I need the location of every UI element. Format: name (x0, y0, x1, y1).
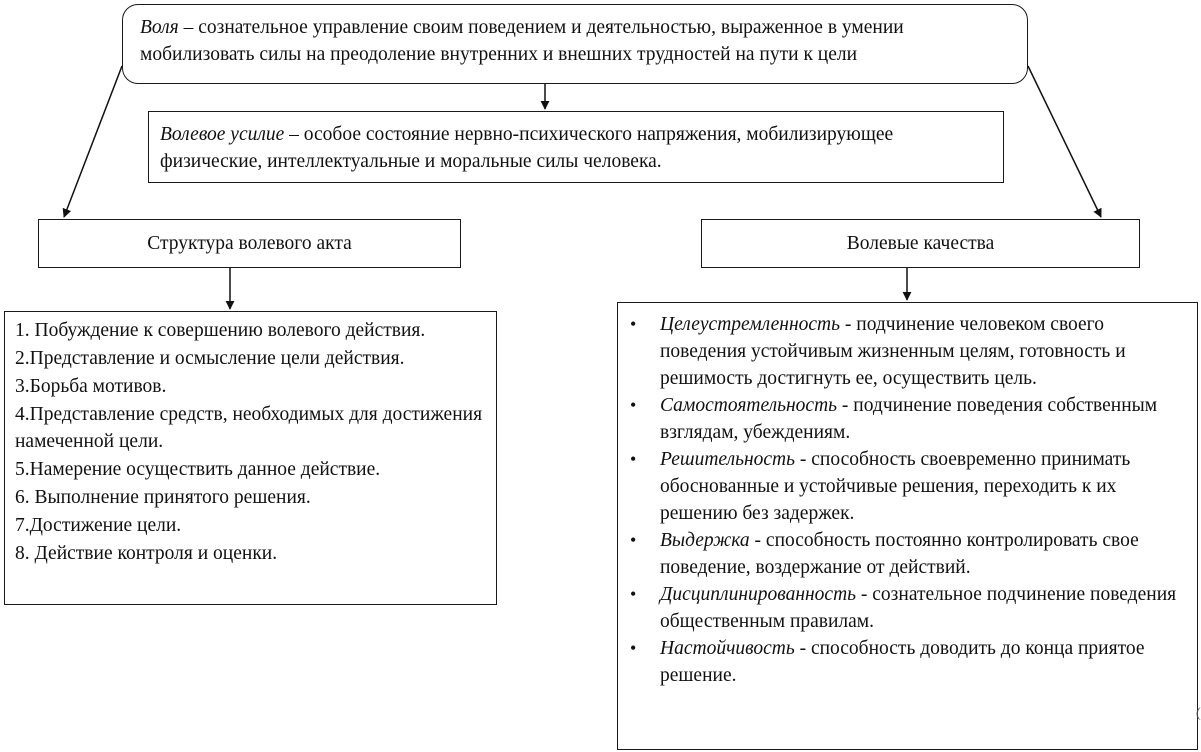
bullet-icon: • (630, 314, 637, 334)
structure-steps-box (4, 311, 497, 605)
usilie-definition: – особое состояние нервно-психического напряжения, мобилизирующее физические, интеллектуальные и моральные силы человека. (160, 124, 894, 172)
list-item (618, 311, 1187, 392)
structure-title: Структура волевого акта (147, 233, 352, 254)
structure-title-box (38, 219, 461, 268)
qualities-list (618, 311, 1187, 689)
usilie-definition-box (148, 111, 1004, 183)
list-item (618, 392, 1187, 446)
quality-text: - способность доводить до конца приятое решение. (660, 638, 1145, 686)
list-item (618, 581, 1187, 635)
list-item: 5.Намерение осуществить данное действие. (15, 459, 381, 480)
arrow-volya-to-qualities (1028, 66, 1101, 217)
bullet-icon: • (630, 395, 637, 415)
structure-steps-list (15, 317, 488, 567)
quality-text: - подчинение поведения собственным взглядам, убеждениям. (660, 395, 1158, 443)
list-item: 4.Представление средств, необходимых для достижения намеченной цели. (15, 404, 483, 452)
qualities-items-box (617, 302, 1198, 750)
arrow-volya-to-structure (64, 66, 122, 217)
list-item: 2.Представление и осмысление цели действия. (15, 348, 405, 369)
list-item (618, 527, 1187, 581)
quality-term: Выдержка (660, 530, 750, 551)
quality-text: - способность своевременно принимать обоснованные и устойчивые решения, переходить к их решению без задержек. (660, 449, 1131, 524)
bullet-icon: • (630, 449, 637, 469)
qualities-title-box (701, 219, 1140, 268)
quality-term: Настойчивость (660, 638, 795, 659)
quality-term: Целеустремленность (660, 314, 841, 335)
list-item: 8. Действие контроля и оценки. (15, 543, 278, 564)
volya-definition-box (122, 4, 1028, 84)
list-item (618, 635, 1187, 689)
quality-text: - способность постоянно контролировать свое поведение, воздержание от действий. (660, 530, 1139, 578)
bullet-icon: • (630, 638, 637, 658)
list-item: 1. Побуждение к совершению волевого действия. (15, 320, 426, 341)
edge-mark: ( (1196, 706, 1201, 721)
list-item: 6. Выполнение принятого решения. (15, 487, 311, 508)
list-item: 7.Достижение цели. (15, 515, 182, 536)
bullet-icon: • (630, 584, 637, 604)
list-item (618, 446, 1187, 527)
quality-term: Самостоятельность (660, 395, 838, 416)
quality-term: Решительность (660, 449, 795, 470)
usilie-term: Волевое усилие (160, 124, 285, 145)
volya-term: Воля (140, 17, 179, 38)
volya-definition: – сознательное управление своим поведением и деятельностью, выраженное в умении мобилизовать силы на преодоление внутренних и внешних трудностей на пути к цели (140, 17, 904, 65)
qualities-title: Волевые качества (846, 233, 995, 254)
quality-text: - подчинение человеком своего поведения устойчивым жизненным целям, готовность и решимость достигнуть ее, осуществить цель. (660, 314, 1126, 389)
quality-text: - сознательное подчинение поведения общественным правилам. (660, 584, 1177, 632)
quality-term: Дисциплинированность (660, 584, 857, 605)
bullet-icon: • (630, 530, 637, 550)
list-item: 3.Борьба мотивов. (15, 376, 167, 397)
